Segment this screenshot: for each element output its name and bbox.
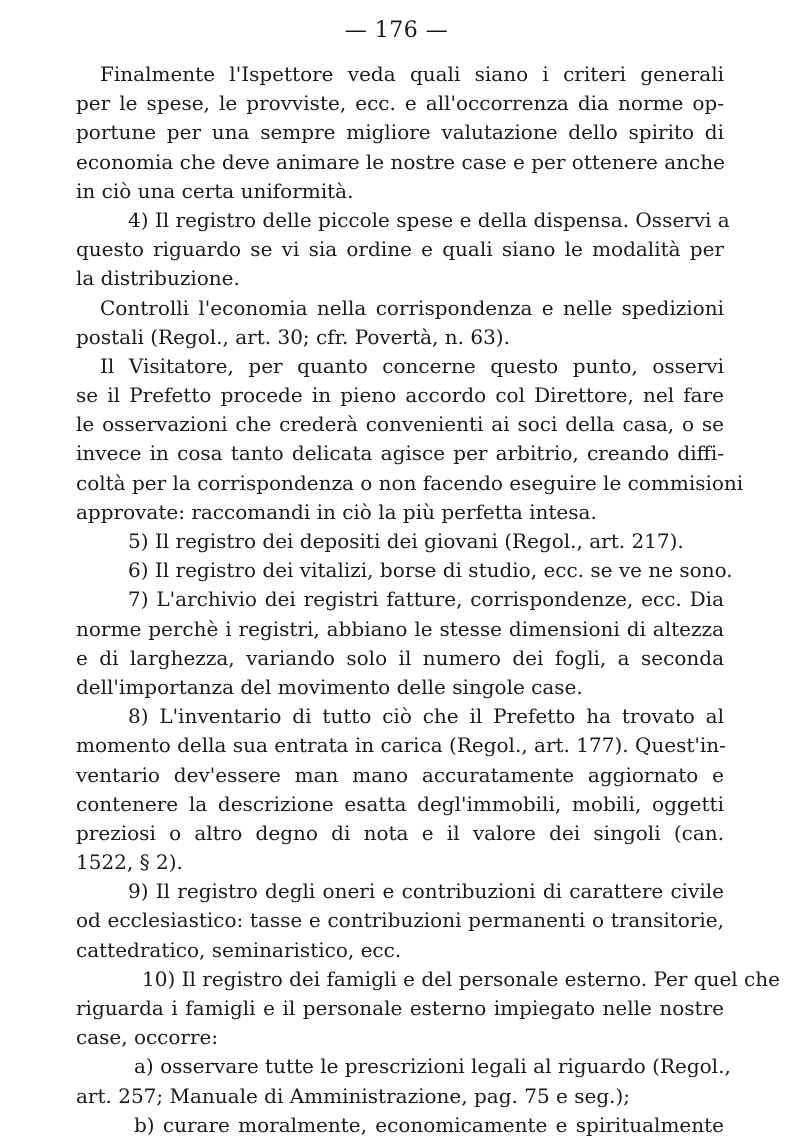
text-line: per le spese, le provviste, ecc. e all'occorrenza dia norme op- <box>76 91 724 116</box>
text-line: contenere la descrizione esatta degl'immobili, mobili, oggetti <box>76 791 724 816</box>
text-line: cattedratico, seminaristico, ecc. <box>76 937 402 962</box>
text-line: se il Prefetto procede in pieno accordo col Direttore, nel fare <box>76 383 724 408</box>
text-line: 1522, § 2). <box>76 850 183 875</box>
text-line: questo riguardo se vi sia ordine e quali siano le modalità per <box>76 237 724 262</box>
text-line: postali (Regol., art. 30; cfr. Povertà, n. 63). <box>76 324 510 349</box>
text-line: b) curare moralmente, economicamente e spiritualmente <box>134 1112 724 1137</box>
text-line: 10) Il registro dei famigli e del personale esterno. Per quel che <box>142 966 780 991</box>
text-line: 6) Il registro dei vitalizi, borse di studio, ecc. se ve ne sono. <box>128 558 733 583</box>
text-line: 5) Il registro dei depositi dei giovani (Regol., art. 217). <box>128 529 684 553</box>
text-line: case, occorre: <box>76 1025 219 1050</box>
text-line: invece in cosa tanto delicata agisce per arbitrio, creando diffi- <box>76 441 724 466</box>
page-number: — 176 — <box>344 18 449 43</box>
text-line: 4) Il registro delle piccole spese e della dispensa. Osservi a <box>128 207 730 232</box>
text-line: le osservazioni che crederà convenienti ai soci della casa, o se <box>76 412 724 437</box>
text-line: momento della sua entrata in carica (Regol., art. 177). Quest'in- <box>76 733 726 758</box>
text-line: economia che deve animare le nostre case e per ottenere anche <box>76 149 725 174</box>
text-line: a) osservare tutte le prescrizioni legali al riguardo (Regol., <box>134 1054 731 1079</box>
text-line: 7) L'archivio dei registri fatture, corrispondenze, ecc. Dia <box>128 587 724 612</box>
text-line: preziosi o altro degno di nota e il valore dei singoli (can. <box>76 820 724 845</box>
text-line: approvate: raccomandi in ciò la più perfetta intesa. <box>76 499 597 524</box>
text-line: la distribuzione. <box>76 266 240 291</box>
text-line: art. 257; Manuale di Amministrazione, pag. 75 e seg.); <box>76 1083 631 1108</box>
text-line: portune per una sempre migliore valutazione dello spirito di <box>76 120 724 145</box>
text-line: coltà per la corrispondenza o non facendo eseguire le commisioni <box>76 470 744 495</box>
text-line: 9) Il registro degli oneri e contribuzioni di carattere civile <box>128 879 724 904</box>
text-line: Finalmente l'Ispettore veda quali siano i criteri generali <box>100 62 724 86</box>
text-line: in ciò una certa uniformità. <box>76 178 354 203</box>
text-line: norme perchè i registri, abbiano le stesse dimensioni di altezza <box>76 616 724 641</box>
text-line: dell'importanza del movimento delle singole case. <box>76 674 583 699</box>
page-body-text <box>76 60 780 1140</box>
text-line: 8) L'inventario di tutto ciò che il Prefetto ha trovato al <box>128 704 724 729</box>
text-line: ventario dev'essere man mano accuratamente aggiornato e <box>76 762 724 787</box>
text-line: riguarda i famigli e il personale esterno impiegato nelle nostre <box>76 996 724 1020</box>
text-line: od ecclesiastico: tasse e contribuzioni permanenti o transitorie, <box>76 908 724 933</box>
text-line: e di larghezza, variando solo il numero dei fogli, a seconda <box>76 645 724 670</box>
text-line: Controlli l'economia nella corrispondenza e nelle spedizioni <box>100 295 724 320</box>
text-line: Il Visitatore, per quanto concerne questo punto, osservi <box>100 353 724 378</box>
